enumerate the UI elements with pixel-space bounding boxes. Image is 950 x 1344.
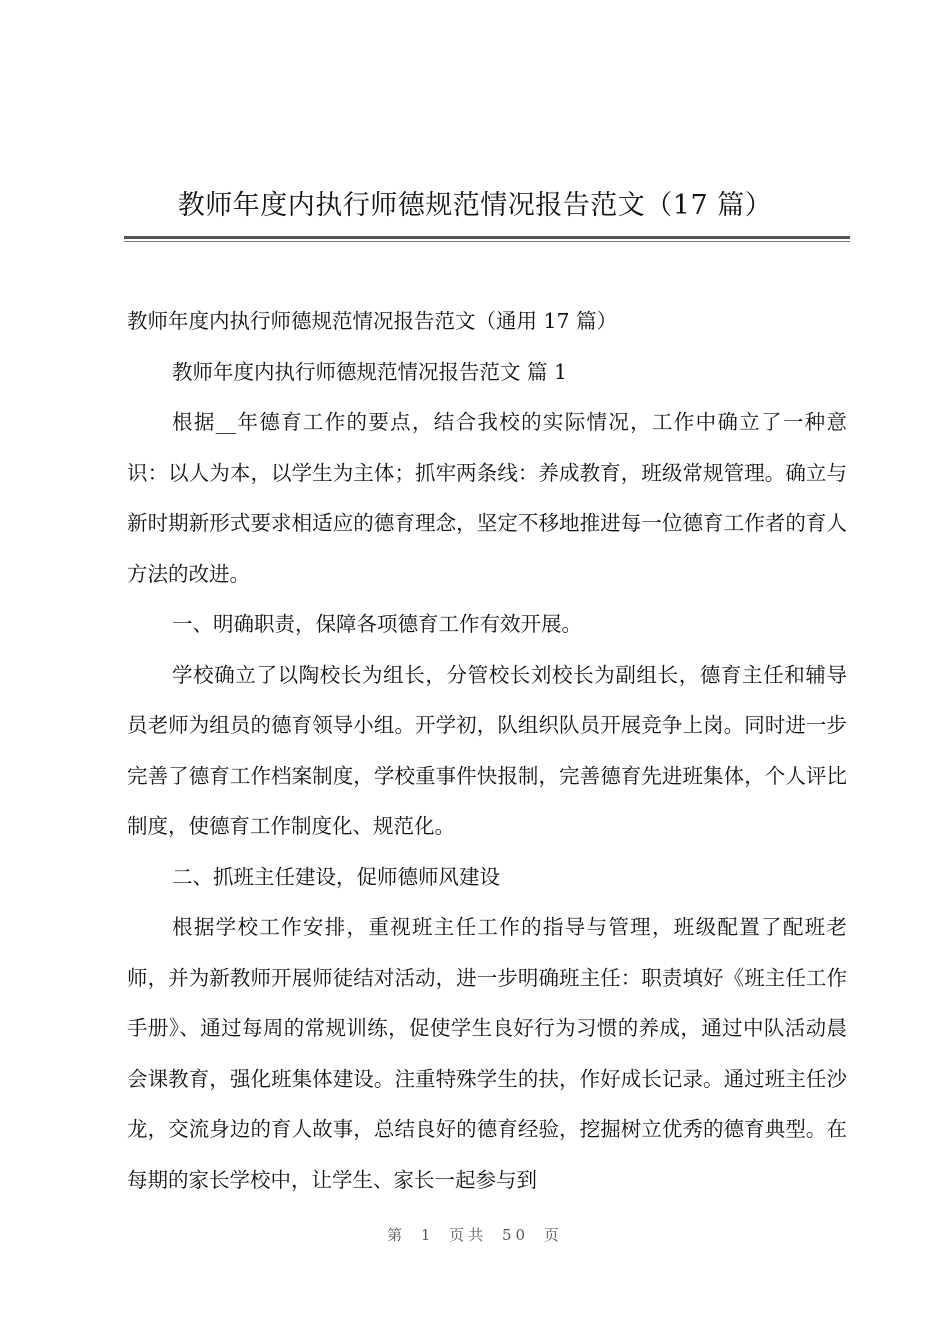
title-divider-thin [124, 241, 850, 242]
document-title: 教师年度内执行师德规范情况报告范文（17 篇） [177, 190, 773, 221]
section-heading: 教师年度内执行师德规范情况报告范文 篇 1 [172, 359, 568, 384]
body-paragraph: 根据学校工作安排，重视班主任工作的指导与管理，班级配置了配班老师，并为新教师开展师徒结对活动，进一步明确班主任：职责填好《班主任工作手册》、通过每周的常规训练，促使学生良好行为习惯的养成，通过中队活动晨会课教育，强化班集体建设。注重特殊学生的扶，作好成长记录。通过班主任沙龙，交流身边的育人故事，总结良好的德育经验，挖掘树立优秀的德育典型。在每期的家长学校中，让学生、家长一起参与到 [127, 915, 847, 1192]
subheading-paragraph: 一、明确职责，保障各项德育工作有效开展。 [172, 612, 582, 636]
subheading-paragraph: 二、抓班主任建设，促师德师风建设 [172, 864, 500, 889]
document-body [127, 296, 847, 1205]
subtitle-paragraph: 教师年度内执行师德规范情况报告范文（通用 17 篇） [127, 309, 618, 333]
title-divider-thick [124, 236, 850, 239]
body-paragraph: 学校确立了以陶校长为组长，分管校长刘校长为副组长，德育主任和辅导员老师为组员的德育领导小组。开学初，队组织队员开展竞争上岗。同时进一步完善了德育工作档案制度，学校重事件快报制，完善德育先进班集体，个人评比制度，使德育工作制度化、规范化。 [127, 662, 847, 838]
body-paragraph: 根据__年德育工作的要点，结合我校的实际情况，工作中确立了一种意识：以人为本，以学生为主体；抓牢两条线：养成教育，班级常规管理。确立与新时期新形式要求相适应的德育理念，坚定不移地推进每一位德育工作者的育人方法的改进。 [127, 410, 847, 586]
page-number-footer: 第 1 页共 50 页 [387, 1226, 563, 1244]
